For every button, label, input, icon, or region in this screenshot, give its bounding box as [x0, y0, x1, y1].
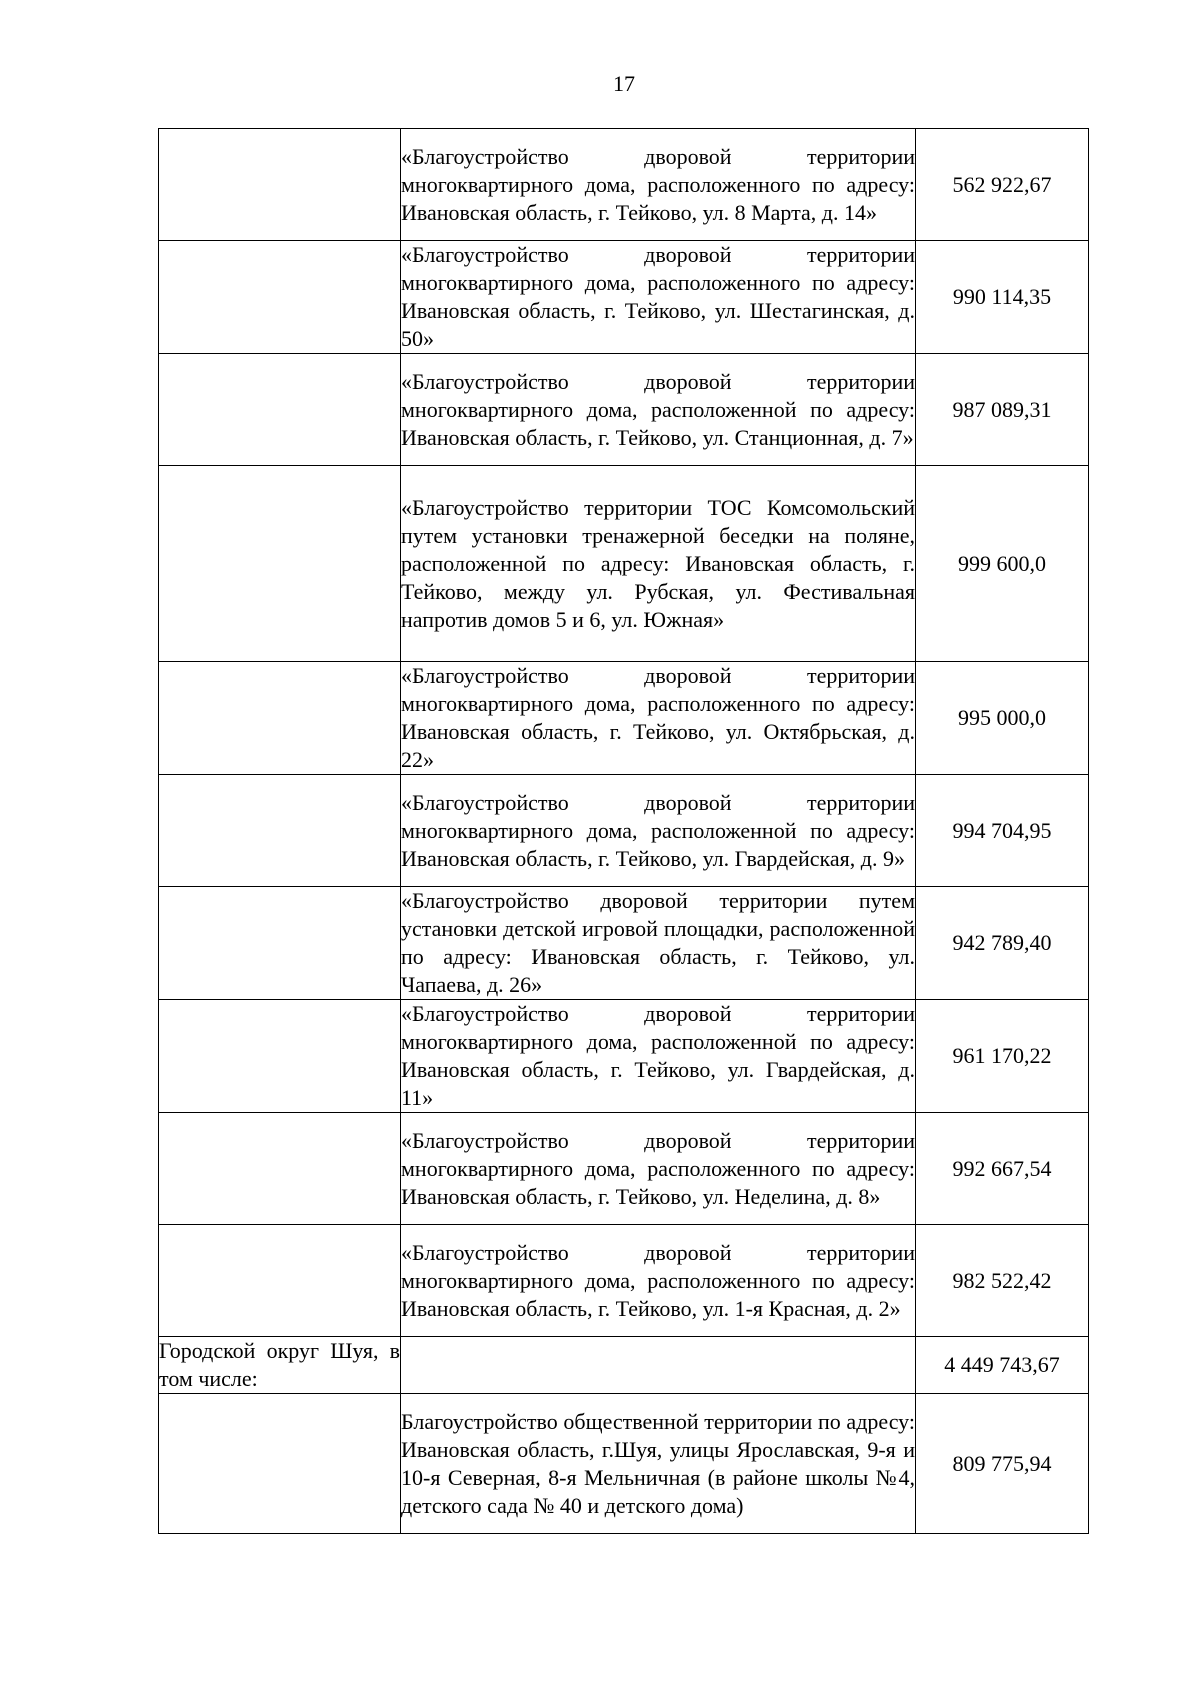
- table-row: [159, 1394, 1089, 1534]
- description-cell: «Благоустройство дворовой территории многоквартирного дома, расположенной по адресу: Ивановская область, г. Тейково, ул. Гвардейская, д. 9»: [401, 775, 916, 887]
- amount-cell: 999 600,0: [916, 466, 1089, 662]
- amount-cell: 809 775,94: [916, 1394, 1089, 1534]
- area-cell: [159, 887, 401, 1000]
- description-cell: [401, 1337, 916, 1394]
- area-cell: [159, 1394, 401, 1534]
- table-row: [159, 466, 1089, 662]
- amount-cell: 942 789,40: [916, 887, 1089, 1000]
- page-number: 17: [613, 71, 635, 96]
- area-cell: [159, 1225, 401, 1337]
- district-name-cell: Городской округ Шуя, в том числе:: [159, 1337, 401, 1394]
- amount-cell: 987 089,31: [916, 354, 1089, 466]
- description-cell: «Благоустройство дворовой территории путем установки детской игровой площадки, расположенной по адресу: Ивановская область, г. Тейково, ул. Чапаева, д. 26»: [401, 887, 916, 1000]
- description-cell: «Благоустройство территории ТОС Комсомольский путем установки тренажерной беседки на поляне, расположенной по адресу: Ивановская область, г. Тейково, между ул. Рубская, ул. Фестивальная напротив домов 5 и 6, ул. Южная»: [401, 466, 916, 662]
- table-row: [159, 662, 1089, 775]
- table-row: [159, 1113, 1089, 1225]
- table-row: [159, 775, 1089, 887]
- table-row: [159, 129, 1089, 241]
- area-cell: [159, 241, 401, 354]
- amount-cell: 562 922,67: [916, 129, 1089, 241]
- area-cell: [159, 1113, 401, 1225]
- area-cell: [159, 129, 401, 241]
- table-row: [159, 241, 1089, 354]
- table-row: [159, 1225, 1089, 1337]
- table-row: [159, 1000, 1089, 1113]
- area-cell: [159, 662, 401, 775]
- table-row: [159, 887, 1089, 1000]
- district-total-cell: 4 449 743,67: [916, 1337, 1089, 1394]
- area-cell: [159, 1000, 401, 1113]
- area-cell: [159, 466, 401, 662]
- amount-cell: 982 522,42: [916, 1225, 1089, 1337]
- table-row-district-total: [159, 1337, 1089, 1394]
- area-cell: [159, 775, 401, 887]
- description-cell: «Благоустройство дворовой территории многоквартирного дома, расположенной по адресу: Ивановская область, г. Тейково, ул. Станционная, д. 7»: [401, 354, 916, 466]
- area-cell: [159, 354, 401, 466]
- description-cell: «Благоустройство дворовой территории многоквартирного дома, расположенного по адресу: Ивановская область, г. Тейково, ул. Шестагинская, д. 50»: [401, 241, 916, 354]
- description-cell: «Благоустройство дворовой территории многоквартирного дома, расположенного по адресу: Ивановская область, г. Тейково, ул. Октябрьская, д. 22»: [401, 662, 916, 775]
- description-cell: «Благоустройство дворовой территории многоквартирного дома, расположенного по адресу: Ивановская область, г. Тейково, ул. 8 Марта, д. 14»: [401, 129, 916, 241]
- amount-cell: 992 667,54: [916, 1113, 1089, 1225]
- description-cell: «Благоустройство дворовой территории многоквартирного дома, расположенной по адресу: Ивановская область, г. Тейково, ул. Гвардейская, д. 11»: [401, 1000, 916, 1113]
- description-cell: «Благоустройство дворовой территории многоквартирного дома, расположенного по адресу: Ивановская область, г. Тейково, ул. Неделина, д. 8»: [401, 1113, 916, 1225]
- amount-cell: 995 000,0: [916, 662, 1089, 775]
- amount-cell: 994 704,95: [916, 775, 1089, 887]
- description-cell: Благоустройство общественной территории по адресу: Ивановская область, г.Шуя, улицы Ярославская, 9-я и 10-я Северная, 8-я Мельничная (в районе школы №4, детского сада № 40 и детского дома): [401, 1394, 916, 1534]
- amount-cell: 961 170,22: [916, 1000, 1089, 1113]
- budget-table: [158, 128, 1089, 1534]
- description-cell: «Благоустройство дворовой территории многоквартирного дома, расположенного по адресу: Ивановская область, г. Тейково, ул. 1-я Красная, д. 2»: [401, 1225, 916, 1337]
- table-row: [159, 354, 1089, 466]
- amount-cell: 990 114,35: [916, 241, 1089, 354]
